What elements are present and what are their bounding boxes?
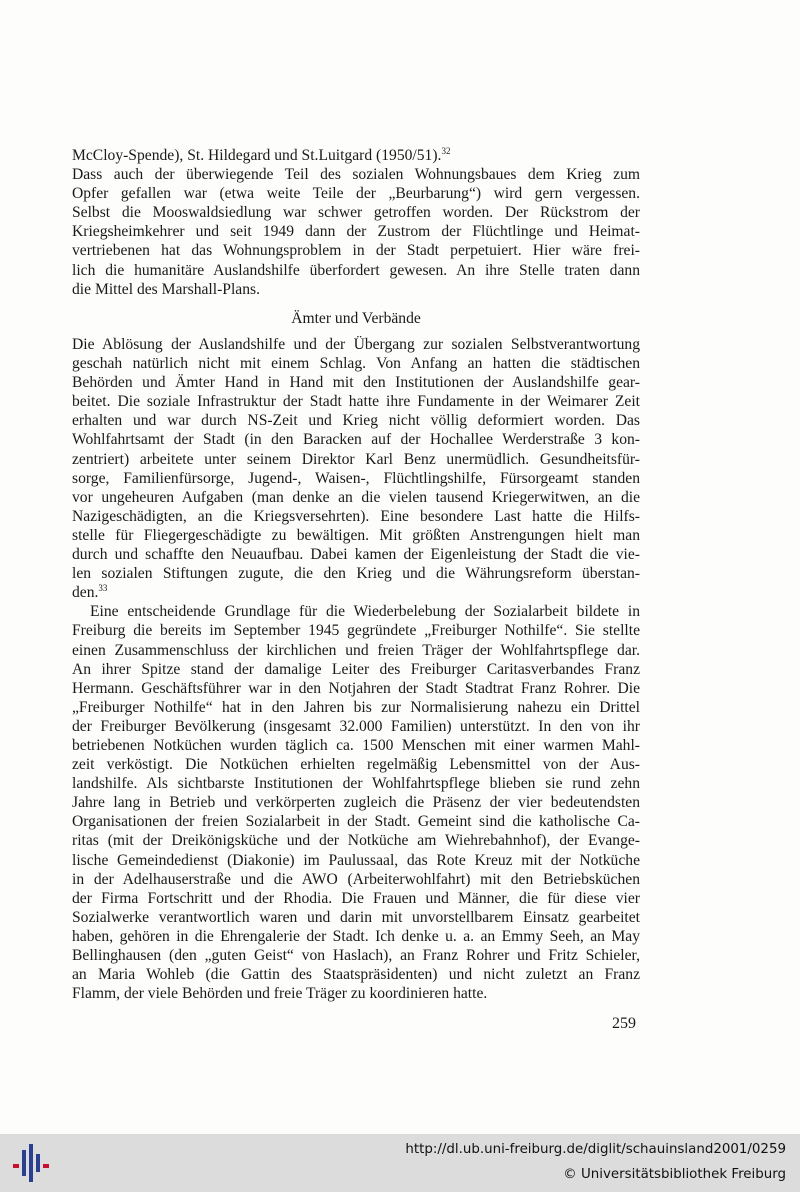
text-line: sorge, Familienfürsorge, Jugend-, Waisen-, Flüchtlingshilfe, Fürsorgeamt standen [72,469,640,487]
text-line: Opfer gefallen war (etwa weite Teile der „Beurbarung“) wird gern vergessen. [72,185,640,203]
text-line: lich die humanitäre Auslandshilfe überfordert gewesen. An ihre Stelle traten dann [72,261,640,279]
text-line: durch und schaffte den Neuaufbau. Dabei kamen der Eigenleistung der Stadt die vie- [72,546,640,564]
text-line: betriebenen Notküchen wurden täglich ca. 1500 Menschen mit einer warmen Mahl- [72,736,640,754]
text-line: Selbst die Mooswaldsiedlung war schwer getroffen worden. Der Rückstrom der [72,204,640,222]
text-line: Nazigeschädigten, an die Kriegsversehrten). Eine besondere Last hatte die Hilfs- [72,507,640,525]
page-number: 259 [612,1015,636,1032]
text-line: erhalten und war durch NS-Zeit und Krieg nicht völlig deformiert worden. Das [72,412,640,430]
text-line: Organisationen der freien Sozialarbeit in der Stadt. Gemeint sind die katholische Ca- [72,813,640,831]
text-line: in der Adelhauserstraße und die AWO (Arbeiterwohlfahrt) mit den Betriebsküchen [72,870,640,888]
text-line: McCloy-Spende), St. Hildegard und St.Luitgard (1950/51).$^{32}$ [72,146,451,164]
text-line: Flamm, der viele Behörden und freie Träger zu koordinieren hatte. [72,985,488,1003]
text-line: stelle für Fliegergeschädigte zu bewältigen. Mit größten Anstrengungen hielt man [72,526,640,544]
section-heading: Ämter und Verbände [291,310,421,327]
text-line: der Freiburger Bevölkerung (insgesamt 32.000 Familien) unterstützt. In den von ihr [72,717,640,735]
ub-freiburg-logo-icon [12,1140,52,1186]
text-line: ritas (mit der Dreikönigsküche und der Notküche am Wiehrebahnhof), der Evange- [72,832,640,850]
text-line: einen Zusammenschluss der kirchlichen und freien Träger der Wohlfahrtspflege dar. [72,641,640,659]
text-line: Wohlfahrtsamt der Stadt (in den Baracken auf der Hochallee Werderstraße 3 kon- [72,431,640,449]
text-line: vertriebenen hat das Wohnungsproblem in der Stadt perpetuiert. Hier wäre frei- [72,242,640,260]
text-line: Behörden und Ämter Hand in Hand mit den Institutionen der Auslandshilfe gear- [72,374,640,392]
text-line: geschah natürlich nicht mit einem Schlag. Von Anfang an hatten die städtischen [72,355,640,373]
text-line: die Mittel des Marshall-Plans. [72,280,260,298]
document-url-link[interactable]: http://dl.ub.uni-freiburg.de/diglit/schauinsland2001/0259 [405,1142,786,1157]
text-line: beitet. Die soziale Infrastruktur der Stadt hatte ihre Fundamente in der Weimarer Zeit [72,393,640,411]
text-line: Dass auch der überwiegende Teil des sozialen Wohnungsbaues dem Krieg zum [72,166,640,184]
text-line: den.$^{33}$ [72,583,108,602]
text-line: Die Ablösung der Auslandshilfe und der Übergang zur sozialen Selbstverantwortung [72,336,640,353]
text-line: der Firma Fortschritt und der Rhodia. Die Frauen und Männer, die für diese vier [72,889,640,907]
text-line: Kriegsheimkehrer und seit 1949 dann der Zustrom der Flüchtlinge und Heimat- [72,223,640,241]
text-line: Hermann. Geschäftsführer war in den Notjahren der Stadt Stadtrat Franz Rohrer. Die [72,679,640,697]
footnote-ref-32: 32 [441,146,451,156]
text-line: Freiburg die bereits im September 1945 gegründete „Freiburger Nothilfe“. Sie stellte [72,622,640,640]
text-line: Eine entscheidende Grundlage für die Wiederbelebung der Sozialarbeit bildete in [90,603,640,621]
paragraph-continuation [72,146,640,299]
text-line: Sozialwerke verantwortlich waren und darin mit unvorstellbarem Einsatz gearbeitet [72,908,640,926]
text-line: len sozialen Stiftungen zugute, die den Krieg und die Währungsreform überstan- [72,565,640,583]
copyright-notice: © Universitätsbibliothek Freiburg [563,1167,786,1182]
text-line: vor ungeheuren Aufgaben (man denke an die vielen tausend Kriegerwitwen, an die [72,488,640,506]
text-line: haben, gehören in die Ehrengalerie der Stadt. Ich denke u. a. an Emmy Seeh, an May [72,927,640,945]
paragraph-body [72,335,640,1003]
text-line: „Freiburger Nothilfe“ hat in den Jahren bis zur Normalisierung nahezu ein Drittel [72,698,640,716]
viewer-footer [0,1134,800,1192]
text-line: Bellinghausen (den „guten Geist“ von Haslach), an Franz Rohrer und Fritz Schieler, [72,947,640,964]
footnote-ref-33: 33 [98,583,108,594]
text-line: lische Gemeindedienst (Diakonie) im Paulussaal, das Rote Kreuz mit der Notküche [72,851,640,869]
text-line: zeit verköstigt. Die Notküchen erhielten regelmäßig Lebensmittel von der Aus- [72,756,640,774]
text-line: Jahre lang in Betrieb und verkörperten zugleich die Präsenz der vier bedeutendsten [72,794,640,812]
text-line: an Maria Wohleb (die Gattin des Staatspräsidenten) und nicht zuletzt an Franz [72,966,640,984]
text-line: zentriert) arbeitete unter seinem Direktor Karl Benz unermüdlich. Gesundheitsfür- [72,450,640,468]
text-line: landshilfe. Als sichtbarste Institutionen der Wohlfahrtspflege blieben sie rund zehn [72,775,640,793]
text-line: An ihrer Spitze stand der damalige Leiter des Freiburger Caritasverbandes Franz [72,660,640,678]
